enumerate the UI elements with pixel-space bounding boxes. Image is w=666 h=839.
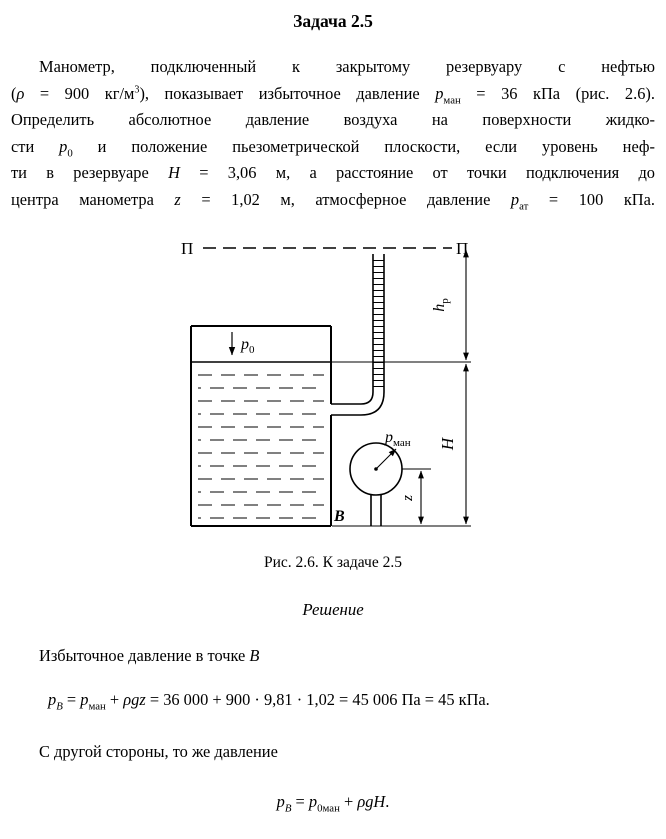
formula-2: $p_B = p_{0ман} + \rho gH$. — [276, 791, 390, 814]
manometer — [350, 443, 402, 526]
liquid-dashes — [198, 375, 324, 518]
solution-text-2: С другой стороны, то же давление — [39, 741, 278, 761]
figure-2-6 — [11, 235, 666, 547]
formula-1: $p_B = p_{ман} + \rho gz = 36$ 000 + 900 · 9,81 · 1,02 = 45 006 Па = 45 кПа. — [48, 689, 490, 712]
label-p0: $p_0$ — [241, 335, 255, 356]
text-line: (ρ = 900 $кг/м^3$), показывает избыточное давление $p_{ман} = 36$ кПа (рис. 2.6). — [11, 83, 655, 106]
text-line: Манометр, подключенный к закрытому резервуару с нефтью — [39, 57, 655, 76]
label-z: z — [400, 494, 416, 501]
problem-statement — [11, 54, 655, 214]
text-line: Определить абсолютное давление воздуха на поверхности жидко- — [11, 110, 655, 130]
text-line: сти $p_0$ и положение пьезометрической плоскости, если уровень неф- — [11, 136, 655, 160]
label-pi-left: П — [181, 238, 194, 258]
label-pman: $p_{ман}$ — [385, 428, 411, 449]
solution-text-1: Избыточное давление в точке B — [39, 645, 260, 665]
label-hp: $h_р$ — [431, 297, 451, 312]
problem-title: Задача 2.5 — [293, 11, 373, 31]
piezometer-tube — [331, 254, 384, 415]
tank — [191, 326, 331, 526]
label-H: H — [438, 437, 457, 450]
text-line: центра манометра z = 1,02 м, атмосферное давление $p_{ат} = 100$ кПа. — [11, 189, 656, 213]
label-B: B — [334, 507, 345, 525]
label-pi-right: П — [456, 238, 469, 258]
figure-caption: Рис. 2.6. К задаче 2.5 — [264, 553, 402, 571]
text-line: ти в резервуаре H = 3,06 м, а расстояние от точки подключения до — [11, 163, 655, 183]
solution-heading: Решение — [302, 599, 364, 619]
